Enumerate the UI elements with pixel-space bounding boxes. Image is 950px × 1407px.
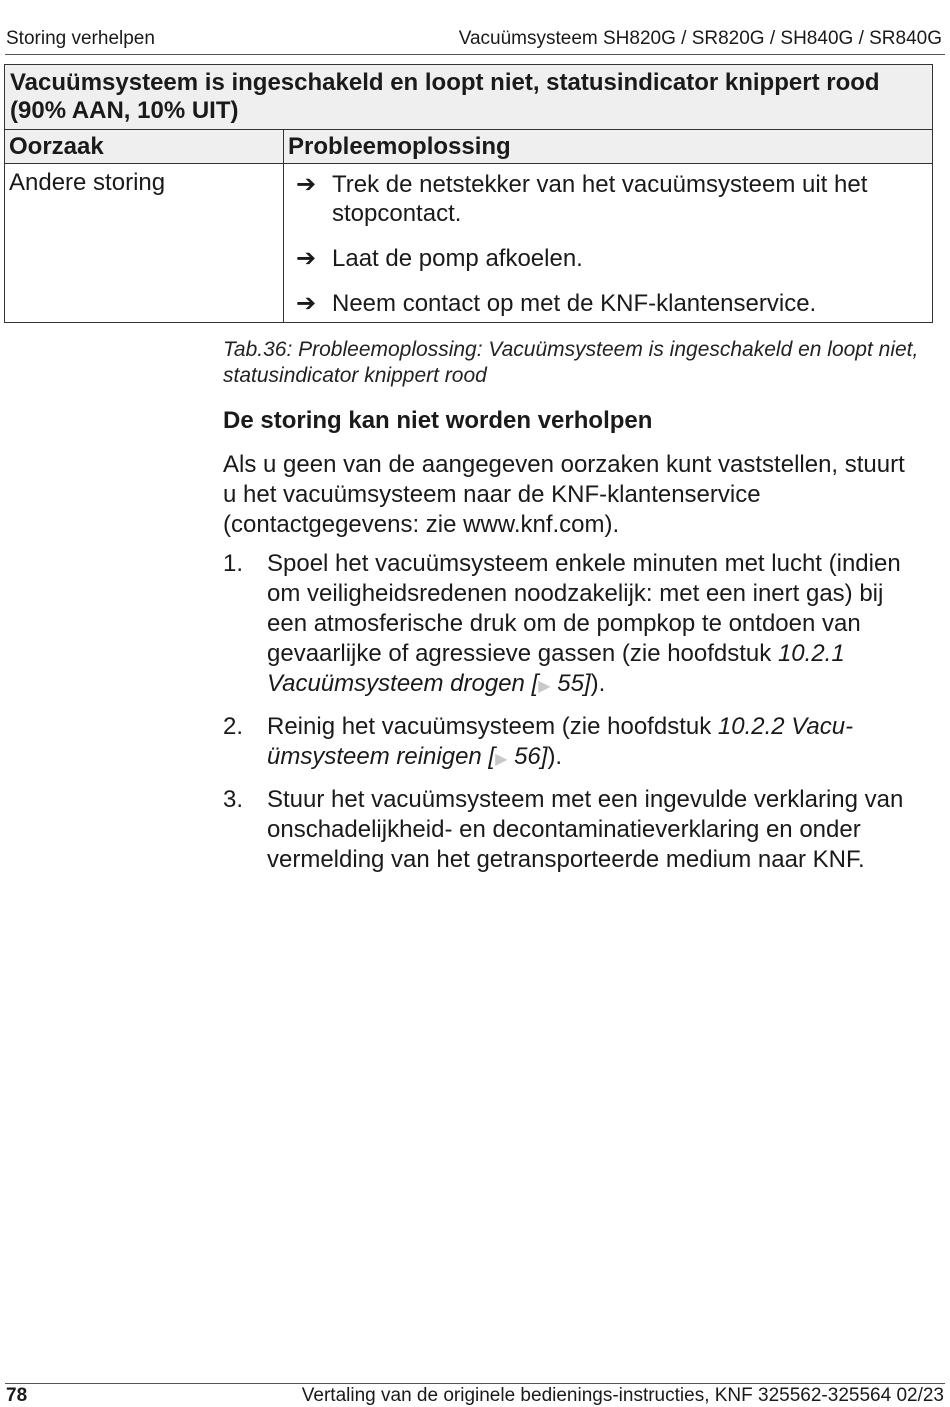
chapter-reference-title: 10.2.2 Vacuümsysteem reinigen [ — [267, 713, 854, 770]
chapter-reference-page: 56] — [507, 743, 548, 770]
section-subheading: De storing kan niet worden verholpen — [223, 407, 653, 434]
solution-step — [296, 244, 924, 273]
list-item-body — [267, 549, 928, 702]
list-item-end: ). — [547, 743, 563, 770]
page-arrow-icon: ▶ — [495, 751, 508, 768]
list-item — [223, 549, 928, 702]
running-header-product: Vacuümsysteem SH820G / SR820G / SH840G / SR840G — [458, 28, 942, 49]
procedure-list — [223, 549, 928, 885]
list-item-text: Reinig het vacuümsysteem (zie hoofdstuk — [267, 713, 718, 740]
list-item-number: 3. — [223, 786, 244, 813]
solution-step-text: Laat de pomp afkoelen. — [332, 245, 583, 272]
header-divider — [5, 54, 945, 55]
list-item-number: 2. — [223, 713, 244, 740]
table-title: Vacuümsysteem is ingeschakeld en loopt niet, statusindicator knippert rood (90% AAN, 10% UIT) — [5, 65, 933, 130]
footer-divider — [5, 1383, 945, 1384]
running-header-section: Storing verhelpen — [6, 28, 155, 49]
arrow-right-icon: ➔ — [296, 245, 317, 272]
arrow-right-icon: ➔ — [296, 171, 317, 198]
list-item-body — [267, 712, 928, 775]
list-item-text: Stuur het vacuümsysteem met een ingevulde verklaring van onschadelijkheid- en decontaminatieverklaring en onder vermelding van het getransporteerde medium naar KNF. — [267, 786, 904, 873]
page-arrow-icon: ▶ — [538, 678, 551, 695]
solution-step-text: Neem contact op met de KNF-klantenservice. — [332, 290, 817, 317]
solution-step-text: Trek de netstekker van het vacuümsysteem uit het stopcontact. — [332, 171, 868, 227]
solution-cell — [284, 164, 933, 323]
table-caption: Tab.36: Probleemoplossing: Vacuümsysteem is ingeschakeld en loopt niet, statusindicator knippert rood — [223, 338, 919, 387]
list-item — [223, 712, 928, 775]
column-header-cause: Oorzaak — [5, 130, 284, 164]
solution-step — [296, 289, 924, 318]
footer-text: Vertaling van de originele bedienings-instructies, KNF 325562-325564 02/23 — [301, 1385, 944, 1406]
intro-paragraph: Als u geen van de aangegeven oorzaken kunt vaststellen, stuurt u het vacuümsysteem naar de KNF-klantenservice (contactgegevens: zie www.knf.com). — [223, 451, 905, 538]
column-header-solution: Probleemoplossing — [284, 130, 933, 164]
troubleshooting-table — [4, 64, 933, 323]
cause-cell: Andere storing — [5, 164, 284, 323]
list-item-end: ). — [590, 670, 606, 697]
list-item — [223, 785, 928, 875]
page-number: 78 — [6, 1385, 28, 1406]
chapter-reference-title: 10.2.1 Vacuümsysteem drogen [ — [267, 640, 845, 697]
list-item-number: 1. — [223, 550, 244, 577]
chapter-reference-page: 55] — [550, 670, 591, 697]
arrow-right-icon: ➔ — [296, 290, 317, 317]
solution-step — [296, 170, 924, 228]
list-item-text: Spoel het vacuümsysteem enkele minuten met lucht (indien om veiligheidsredenen noodzakelijk: met een inert gas) bij een atmosferische druk om de pompkop te ontdoen van gevaarlijke of agressieve gassen (zie hoofdstuk — [267, 550, 901, 667]
